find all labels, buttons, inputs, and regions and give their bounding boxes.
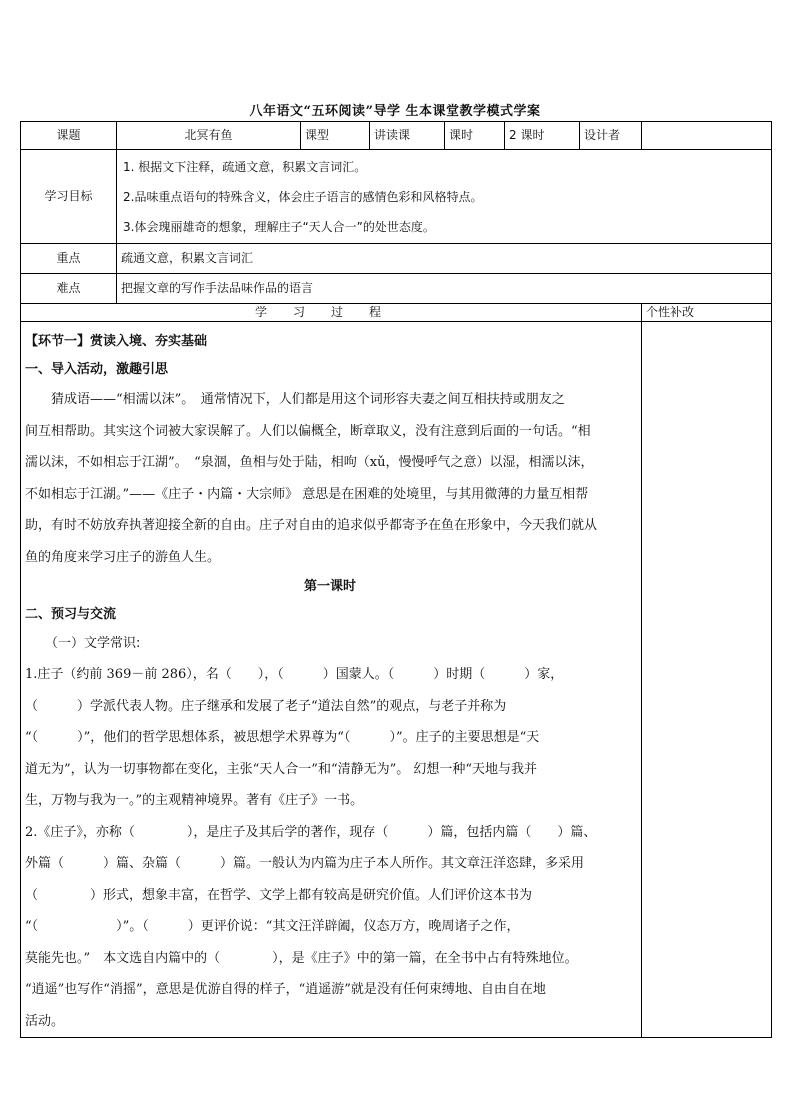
intro-line: 濡以沫，不如相忘于江湖”。 “泉涸，鱼相与处于陆，相呴（xǔ，慢慢呼气之意）以湿，相濡以沫， xyxy=(25,455,594,470)
intro-line: 助，有时不妨放弃执著迎接全新的自由。庄子对自由的追求似乎都寄予在鱼在形象中，今天我们就从 xyxy=(25,518,598,533)
designer-label: 设计者 xyxy=(580,122,642,150)
page-title: 八年语文“五环阅读”导学 生本课堂教学模式学案 xyxy=(249,104,541,119)
para1-line: 1.庄子（约前 369－前 286），名（ ），（ ）国蒙人。（ ）时期（ ）家， xyxy=(25,667,564,682)
para1-line: “（ ）”，他们的哲学思想体系，被思想学术界尊为“（ ）”。庄子的主要思想是“天 xyxy=(25,730,540,745)
section-1-subheading: 一、导入活动，激趣引思 xyxy=(25,362,169,377)
key-point-value: 疏通文意，积累文言词汇 xyxy=(117,244,772,274)
para2-line: （ ）形式，想象丰富，在哲学、文学上都有较高是研究价值。人们评价这本书为 xyxy=(25,887,533,903)
key-point-row xyxy=(21,244,772,274)
difficulty-label: 难点 xyxy=(21,274,117,304)
para2-line: 外篇（ ）篇、杂篇（ ）篇。一般认为内篇为庄子本人所作。其文章汪洋恣肆，多采用 xyxy=(25,856,585,871)
process-heading-row xyxy=(21,304,772,322)
process-body-row xyxy=(21,322,772,1038)
goals-label: 学习目标 xyxy=(21,150,117,244)
para2-line: 活动。 xyxy=(25,1013,65,1029)
course-label: 课题 xyxy=(21,122,117,150)
goals-row xyxy=(21,150,772,244)
designer-value xyxy=(642,122,772,150)
process-body xyxy=(21,322,642,1038)
lesson-heading: 第一课时 xyxy=(303,579,356,594)
goal-item-3: 3.体会瑰丽雄奇的想象，理解庄子“天人合一”的处世态度。 xyxy=(123,219,435,234)
goal-item-1: 1. 根据文下注释，疏通文意，积累文言词汇。 xyxy=(123,159,367,174)
section-2-heading: 二、预习与交流 xyxy=(25,607,117,622)
para1-line: （ ）学派代表人物。庄子继承和发展了老子“道法自然”的观点，与老子并称为 xyxy=(25,698,507,714)
para2-line: “逍遥”也写作“消摇”，意思是优游自得的样子，“逍遥游”就是没有任何束缚地、自由自在地 xyxy=(25,982,546,997)
lesson-plan-table xyxy=(20,121,772,1038)
para2-line: 莫能先也。” 本文选自内篇中的（ ），是《庄子》中的第一篇，在全书中占有特殊地位。 xyxy=(25,950,578,966)
difficulty-value: 把握文章的写作手法品味作品的语言 xyxy=(117,274,772,304)
goal-item-2: 2.品味重点语句的特殊含义，体会庄子语言的感情色彩和风格特点。 xyxy=(123,189,483,204)
header-row xyxy=(21,122,772,150)
para1-line: 道无为”，认为一切事物都在变化，主张“天人合一”和“清静无为”。 幻想一种“天地与我并 xyxy=(25,761,538,777)
process-heading: 学习过程 xyxy=(21,304,642,322)
para1-line: 生，万物与我为一。”的主观精神境界。著有《庄子》一书。 xyxy=(25,793,364,808)
hours-value: 2 课时 xyxy=(505,122,580,150)
section-1-heading: 【环节一】赏读入境、夯实基础 xyxy=(25,334,208,349)
side-heading: 个性补改 xyxy=(642,304,772,322)
notes-column xyxy=(642,322,772,1038)
hours-label: 课时 xyxy=(445,122,505,150)
para2-line: “（ ）”。（ ）更评价说：“其文汪洋辟阖，仪态万方，晚周诸子之作， xyxy=(25,919,520,934)
intro-line: 猜成语——“相濡以沫”。 通常情况下，人们都是用这个词形容夫妻之间互相扶持或朋友之 xyxy=(51,392,565,407)
goals-cell xyxy=(117,150,772,244)
intro-line: 鱼的角度来学习庄子的游鱼人生。 xyxy=(25,549,221,565)
course-value: 北冥有鱼 xyxy=(117,122,301,150)
intro-line: 不如相忘于江湖。”——《庄子・内篇・大宗师》 意思是在困难的处境里，与其用微薄的力量互相帮 xyxy=(25,486,589,502)
type-label: 课型 xyxy=(301,122,370,150)
key-point-label: 重点 xyxy=(21,244,117,274)
para2-line: 2.《庄子》，亦称（ ），是庄子及其后学的著作，现存（ ）篇，包括内篇（ ）篇、 xyxy=(25,824,597,840)
literary-knowledge-heading: （一）文学常识: xyxy=(45,636,141,651)
type-value: 讲读课 xyxy=(370,122,445,150)
intro-line: 间互相帮助。其实这个词被大家误解了。人们以偏概全，断章取义，没有注意到后面的一句话。“相 xyxy=(25,423,591,439)
difficulty-row xyxy=(21,274,772,304)
